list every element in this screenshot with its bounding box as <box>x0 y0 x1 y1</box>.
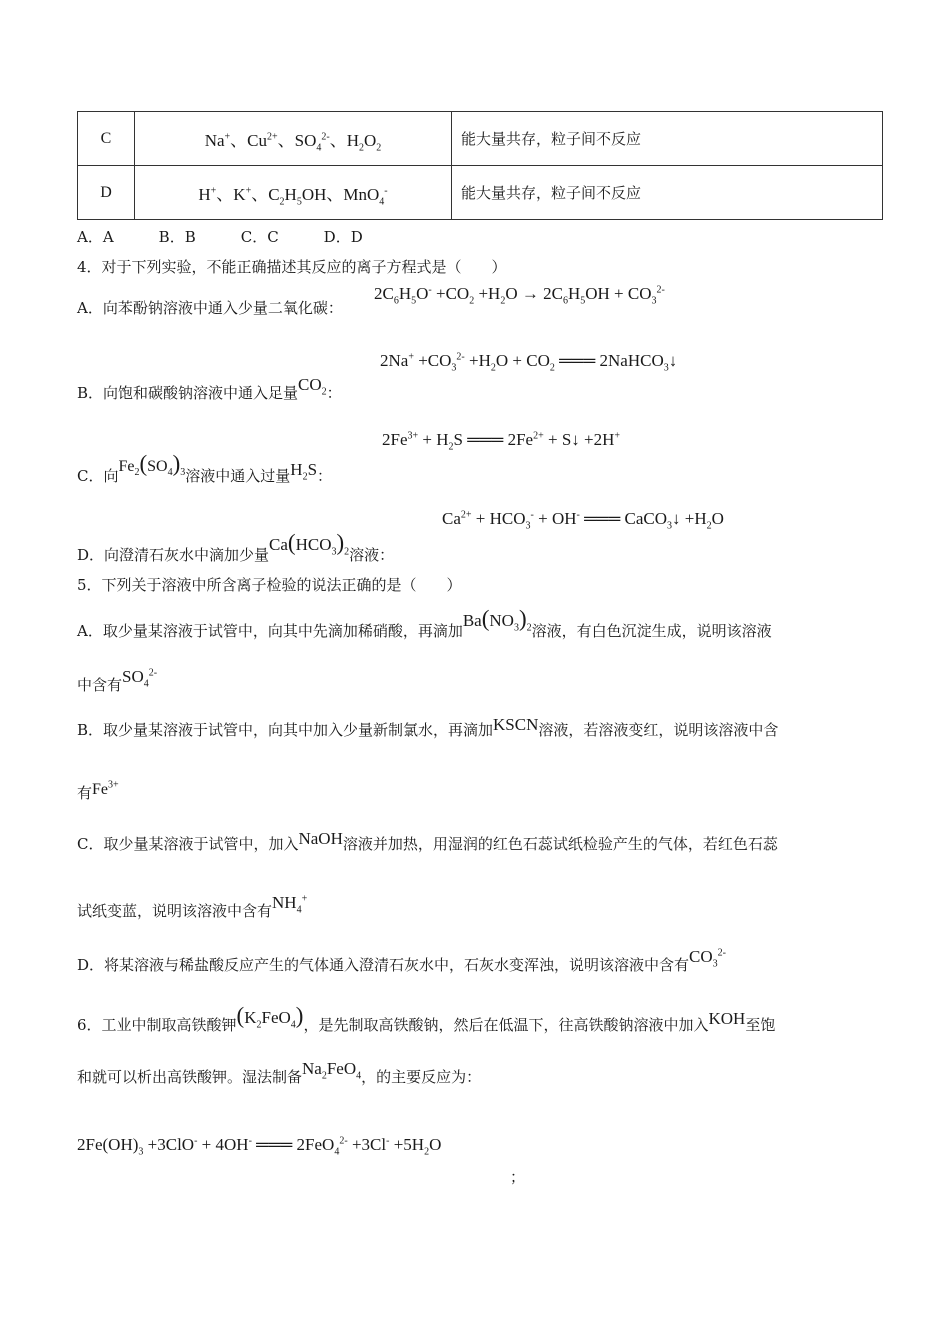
so4-ion: $SO_4^{2-}$ <box>122 667 158 690</box>
q6-s1-text: 6．工业中制取高铁酸钾 <box>77 1016 237 1034</box>
q6-line2 <box>77 1059 482 1087</box>
q5-option-a-line2 <box>77 667 158 695</box>
k2feo4-formula: $(K_2FeO_4)$ <box>236 1003 304 1031</box>
row-label: D <box>78 166 135 220</box>
table-row <box>78 112 883 166</box>
q5-option-d <box>77 947 726 975</box>
q4-option-d <box>77 530 395 566</box>
row-result: 能大量共存，粒子间不反应 <box>452 166 883 220</box>
koh-formula: KOH <box>708 1009 746 1028</box>
q4-d-equation: $Ca^{2+} + HCO_3^- + OH^-$ ═══ CaCO$_3$↓ $+H_2O$ <box>442 509 724 532</box>
q6-semicolon: ； <box>510 1168 526 1186</box>
q5-b1-text: B．取少量某溶液于试管中，向其中加入少量新制氯水，再滴加 <box>77 721 494 739</box>
fe3-ion: $Fe^{3+}$ <box>92 779 119 798</box>
q6-s1b-text: ，是先制取高铁酸钠，然后在低温下，往高铁酸钠溶液中加入 <box>303 1016 709 1034</box>
q4-stem: 4．对于下列实验，不能正确描述其反应的离子方程式是（ ） <box>77 258 507 276</box>
q4-c-mid: 溶液中通入过量 <box>185 467 291 485</box>
q4-c-colon: ： <box>317 467 333 485</box>
q4-a-text: A．向苯酚钠溶液中通入少量二氧化碳： <box>77 299 343 317</box>
bano32-formula: $Ba(NO_3)_2$ <box>462 606 532 634</box>
q5-c1b-text: 溶液并加热，用湿润的红色石蕊试纸检验产生的气体，若红色石蕊 <box>342 835 778 853</box>
q6-equation: $2Fe(OH)_3 +3ClO^- + 4OH^-$ ═══ $2FeO_4^{2-} +3Cl^- +5H_2O$ <box>77 1135 442 1158</box>
naoh-formula: NaOH <box>298 829 343 848</box>
q4-d-suffix: 溶液： <box>349 546 395 564</box>
q3-options: A．A B．B C．C D．D <box>77 228 363 246</box>
q4-option-a <box>77 297 343 318</box>
ion-list: H+、K+、$C_2H_5OH$、MnO$_4$- <box>135 166 452 220</box>
q4-b-text: B．向饱和碳酸钠溶液中通入足量 <box>77 384 299 402</box>
cahco32-formula: $Ca(HCO_3)_2$ <box>269 530 350 558</box>
co3-ion: $CO_3^{2-}$ <box>689 947 726 970</box>
q5-option-b-line1 <box>77 715 779 740</box>
q4-option-b <box>77 375 342 403</box>
fe2so43-formula: $Fe_2(SO_4)_3$ <box>118 451 186 479</box>
q6-s2b-text: ，的主要反应为： <box>361 1068 482 1086</box>
q4-c-equation: $2Fe^{3+} + H_2S$ ═══ $2Fe^{2+}$ + S↓ +2H+ <box>382 430 621 453</box>
q5-c2-text: 试纸变蓝，说明该溶液中含有 <box>77 902 273 920</box>
q5-option-a-line1 <box>77 606 772 642</box>
q4-d-prefix: D．向澄清石灰水中滴加少量 <box>77 546 270 564</box>
ion-list: Na+、$Cu^{2+}$、$SO_4^{2-}$、$H_2O_2$ <box>135 112 452 166</box>
q5-a1-text: A．取少量某溶液于试管中，向其中先滴加稀硝酸，再滴加 <box>77 622 463 640</box>
h2s-formula: $H_2S$ <box>290 460 318 483</box>
q5-option-c-line1 <box>77 829 778 854</box>
q4-a-equation: $2C_6H_5O^- +CO_2 +H_2O \to 2C_6H_5OH + CO_3^{2-}$ <box>374 284 665 307</box>
q5-d1-text: D．将某溶液与稀盐酸反应产生的气体通入澄清石灰水中，石灰水变浑浊，说明该溶液中含有 <box>77 956 690 974</box>
table-row <box>78 166 883 220</box>
q4-b-colon: ： <box>326 384 342 402</box>
q5-stem: 5．下列关于溶液中所含离子检验的说法正确的是（ ） <box>77 576 462 594</box>
ion-coexistence-table <box>77 111 883 220</box>
row-label: C <box>78 112 135 166</box>
row-result: 能大量共存，粒子间不反应 <box>452 112 883 166</box>
q5-c1-text: C．取少量某溶液于试管中，加入 <box>77 835 299 853</box>
q5-a2-text: 中含有 <box>77 676 123 694</box>
q6-s2-text: 和就可以析出高铁酸钾。湿法制备 <box>77 1068 303 1086</box>
q5-option-b-line2 <box>77 779 119 803</box>
q4-c-prefix: C．向 <box>77 467 119 485</box>
q5-b1b-text: 溶液，若溶液变红，说明该溶液中含 <box>538 721 779 739</box>
q5-option-c-line2 <box>77 893 308 921</box>
q4-option-c <box>77 451 333 487</box>
q6-line1 <box>77 1003 776 1036</box>
nh4-ion: $NH_4^+$ <box>272 893 308 916</box>
kscn-formula: KSCN <box>493 715 539 734</box>
co2-formula: $CO_2$ <box>298 375 327 398</box>
na2feo4-formula: $Na_2FeO_4$ <box>302 1059 362 1082</box>
q4-b-equation: $2Na^+ +CO_3^{2-} +H_2O + CO_2$ ═══ 2NaHCO$_3$↓ <box>380 351 678 374</box>
q5-a1b-text: 溶液，有白色沉淀生成，说明该溶液 <box>531 622 772 640</box>
q6-s1c-text: 至饱 <box>745 1016 776 1034</box>
q5-b2-text: 有 <box>77 784 93 802</box>
